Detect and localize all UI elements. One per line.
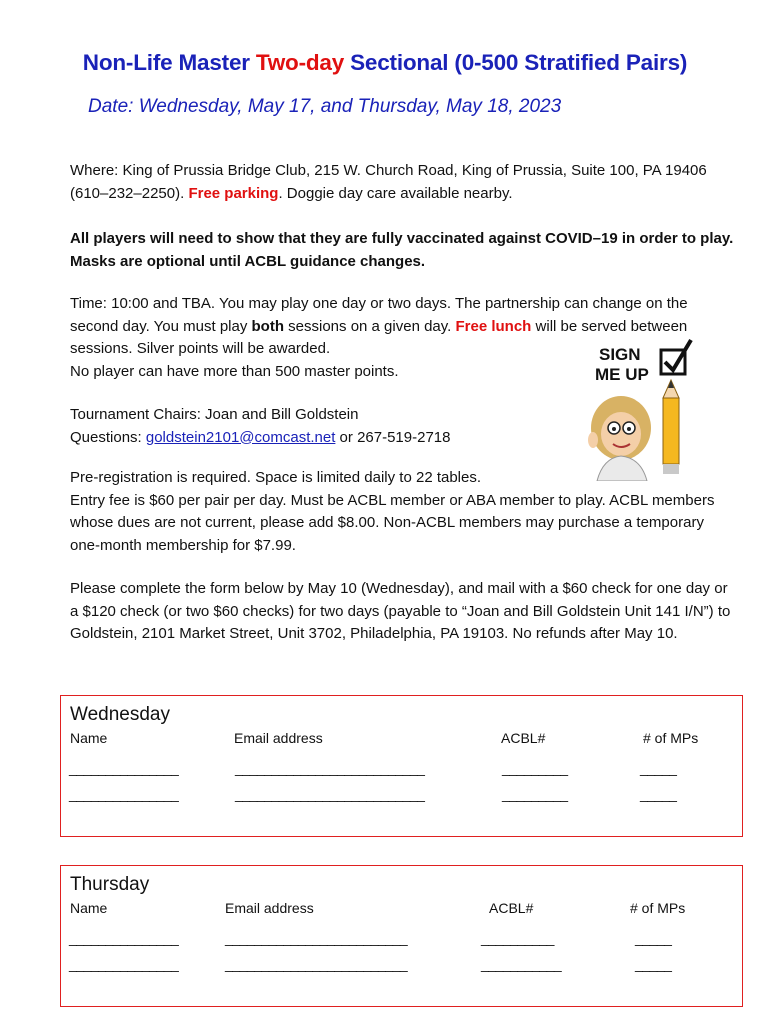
email-field[interactable]: _________________________ [225,930,408,946]
acbl-field[interactable]: _________ [502,786,568,802]
woman-icon [588,396,651,481]
acbl-field[interactable]: _________ [502,760,568,776]
title-two-day: Two-day [255,50,345,75]
name-field[interactable]: _______________ [69,760,179,776]
header-name: Name [70,730,108,746]
mps-field[interactable]: _____ [635,956,672,972]
name-field[interactable]: _______________ [69,956,179,972]
mail-paragraph: Please complete the form below by May 10 (Wednesday), and mail with a $60 check for one day or a $120 check (or two $60 checks) for two days (payable to “Joan and Bill Goldstein Unit 141 I/N”) to Goldstein, 2101 Market Street, Unit 3702, Philadelphia, PA 19103. No refunds after May 10. [70,580,731,642]
registration-paragraph: Pre-registration is required. Space is limited daily to 22 tables. Entry fee is $60 per pair per day. Must be ACBL member or ABA member to play. ACBL members whose dues are not current, please add $8.00. Non-ACBL members may purchase a temporary one-month membership for $7.99. [70,469,715,554]
header-mps: # of MPs [630,900,686,916]
header-email: Email address [234,730,323,746]
thursday-form [60,865,743,1007]
email-field[interactable]: __________________________ [235,760,425,776]
form-day-label: Thursday [70,874,150,895]
header-acbl: ACBL# [501,730,546,746]
where-paragraph: Where: King of Prussia Bridge Club, 215 W. Church Road, King of Prussia, Suite 100, PA 19406 (610–232–2250). Free parking. Doggie day care available nearby. [70,162,707,202]
page-title: Non-Life Master Two-day Sectional (0-500 Stratified Pairs) [82,50,688,75]
pencil-icon [663,380,679,474]
header-name: Name [70,900,108,916]
event-date: Date: Wednesday, May 17, and Thursday, May 18, 2023 [88,96,562,117]
mps-field[interactable]: _____ [635,930,672,946]
email-field[interactable]: __________________________ [235,786,425,802]
chairs-paragraph: Tournament Chairs: Joan and Bill Goldstein Questions: goldstein2101@comcast.net or 267-519-2718 [70,406,451,446]
header-email: Email address [225,900,314,916]
name-field[interactable]: _______________ [69,786,179,802]
free-lunch: Free lunch [455,317,532,335]
clipart-text-me-up: ME UP [595,365,649,384]
checkbox-icon [661,340,691,374]
email-field[interactable]: _________________________ [225,956,408,972]
name-field[interactable]: _______________ [69,930,179,946]
mps-field[interactable]: _____ [640,786,677,802]
wednesday-form [60,695,743,837]
form-day-label: Wednesday [70,704,170,725]
free-parking: Free parking [188,184,279,202]
sign-me-up-clipart [583,336,703,481]
acbl-field[interactable]: __________ [481,930,554,946]
mps-field[interactable]: _____ [640,760,677,776]
covid-notice: All players will need to show that they are fully vaccinated against COVID–19 in order to play. Masks are optional until ACBL guidance changes. [70,230,734,270]
clipart-text-sign: SIGN [599,345,641,364]
contact-email-link[interactable]: goldstein2101@comcast.net [145,428,336,446]
time-paragraph: Time: 10:00 and TBA. You may play one day or two days. The partnership can change on the second day. You must play both sessions on a given day. Free lunch will be served between sessions. Silver points will be awarded. No player can have more than 500 master points. [70,295,688,380]
header-acbl: ACBL# [489,900,534,916]
acbl-field[interactable]: ___________ [481,956,562,972]
header-mps: # of MPs [643,730,699,746]
